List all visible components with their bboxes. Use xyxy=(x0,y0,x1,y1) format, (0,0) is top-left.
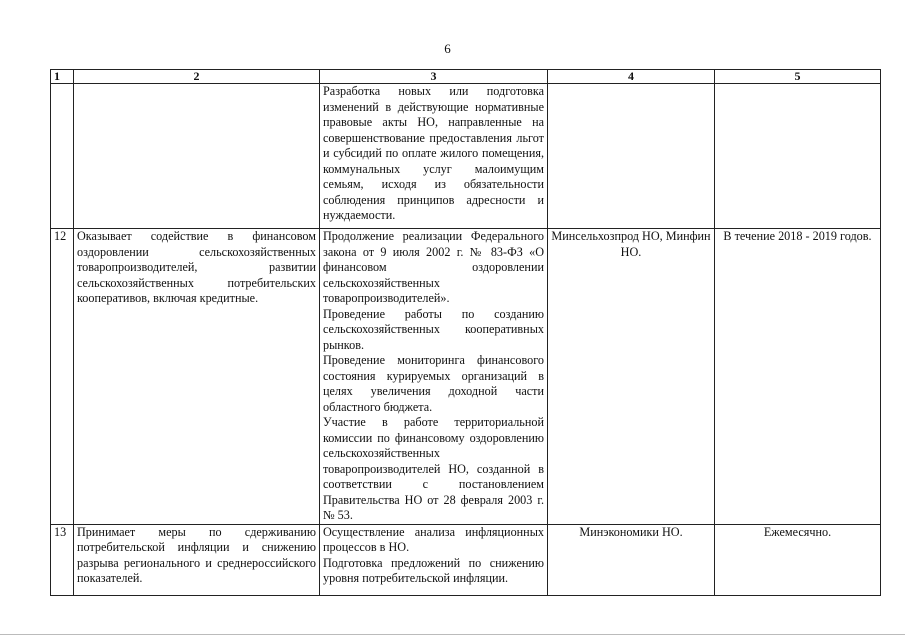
column-header-5: 5 xyxy=(715,70,881,84)
table-row xyxy=(51,84,881,229)
column-header-1: 1 xyxy=(51,70,74,84)
row-number: 13 xyxy=(51,524,74,595)
column-header-2: 2 xyxy=(74,70,320,84)
measure-paragraph: Осуществление анализа инфляционных процессов в НО. xyxy=(323,524,544,554)
responsible-cell xyxy=(548,84,715,229)
measures-cell xyxy=(320,524,548,595)
measures-cell xyxy=(320,84,548,229)
responsible-cell: Минэкономики НО. xyxy=(548,524,715,595)
row-number xyxy=(51,84,74,229)
page-number: 6 xyxy=(444,41,451,56)
measure-paragraph: Участие в работе территориальной комиссии по финансовому оздоровлению сельскохозяйственных товаропроизводителей НО, созданной в соответствии с постановлением Правительства НО от 28 февраля 2003 г. № 53. xyxy=(323,415,544,522)
measure-paragraph: Разработка новых или подготовка изменений в действующие нормативные правовые акты НО, направленные на совершенствование предоставления льгот и субсидий по оплате жилого помещения, коммунальных услуг малоимущим семьям, исходя из обязательности соблюдения принципов адресности и нуждаемости. xyxy=(323,84,544,222)
task-cell: Оказывает содействие в финансовом оздоровлении сельскохозяйственных товаропроизводителей, развитии сельскохозяйственных потребительских кооперативов, включая кредитные. xyxy=(74,229,320,525)
table-header-row xyxy=(51,70,881,84)
responsible-cell: Минсельхозпрод НО, Минфин НО. xyxy=(548,229,715,525)
measures-table xyxy=(50,69,881,596)
task-cell xyxy=(74,84,320,229)
row-number: 12 xyxy=(51,229,74,525)
task-cell: Принимает меры по сдерживанию потребительской инфляции и снижению разрыва регионального и среднероссийского показателей. xyxy=(74,524,320,595)
measure-paragraph: Продолжение реализации Федерального закона от 9 июля 2002 г. № 83-ФЗ «О финансовом оздоровлении сельскохозяйственных товаропроизводителей». xyxy=(323,229,544,305)
deadline-cell: Ежемесячно. xyxy=(715,524,881,595)
measure-paragraph: Проведение мониторинга финансового состояния курируемых организаций в целях увеличения доходной части областного бюджета. xyxy=(323,353,544,414)
deadline-cell xyxy=(715,84,881,229)
measures-cell xyxy=(320,229,548,525)
table-row xyxy=(51,524,881,595)
deadline-cell: В течение 2018 - 2019 годов. xyxy=(715,229,881,525)
measure-paragraph: Подготовка предложений по снижению уровня потребительской инфляции. xyxy=(323,555,544,585)
page-bottom-divider xyxy=(0,634,905,635)
column-header-3: 3 xyxy=(320,70,548,84)
table-row xyxy=(51,229,881,525)
column-header-4: 4 xyxy=(548,70,715,84)
measure-paragraph: Проведение работы по созданию сельскохозяйственных кооперативных рынков. xyxy=(323,306,544,352)
